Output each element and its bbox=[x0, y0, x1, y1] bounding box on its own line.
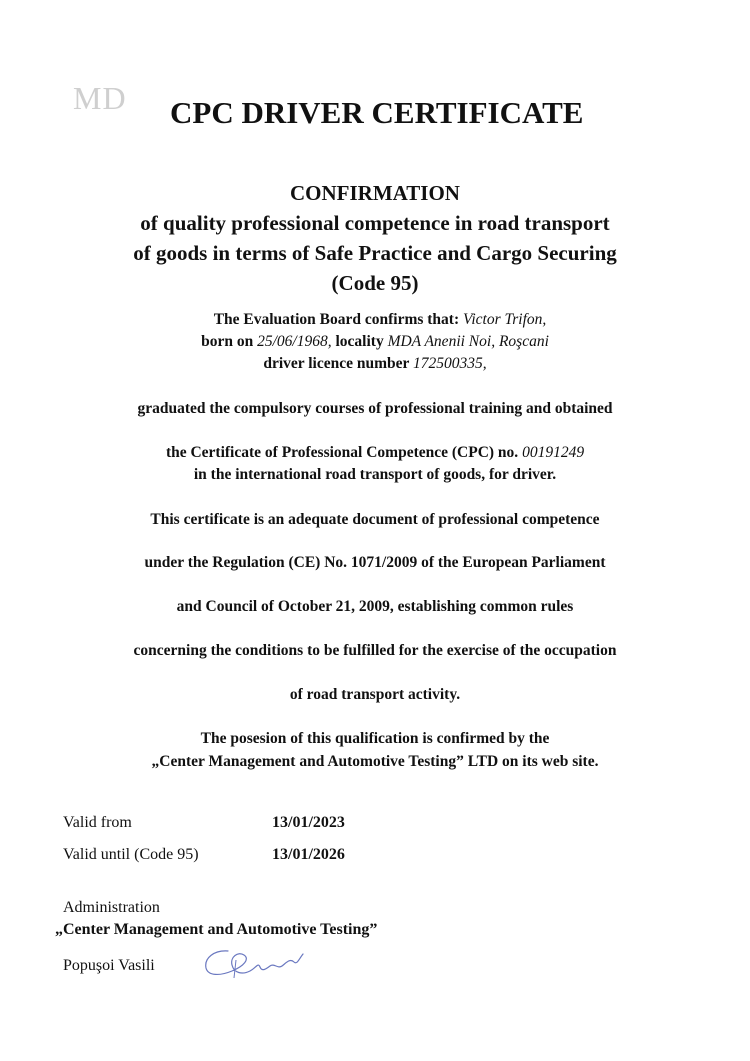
regulation-line-3: and Council of October 21, 2009, establishing common rules bbox=[176, 598, 574, 615]
valid-from-label: Valid from bbox=[63, 814, 132, 831]
cpc-line-1 bbox=[0, 442, 750, 464]
administration-org: „Center Management and Automotive Testing” bbox=[55, 921, 378, 938]
valid-until-date: 13/01/2026 bbox=[272, 846, 345, 863]
regulation-line-2: under the Regulation (CE) No. 1071/2009 of the European Parliament bbox=[144, 554, 606, 571]
regulation-line-1: This certificate is an adequate document of professional competence bbox=[150, 511, 600, 528]
confirmation-block bbox=[0, 178, 750, 298]
born-label: born on bbox=[201, 333, 254, 350]
graduated-text: graduated the compulsory courses of professional training and obtained bbox=[137, 400, 613, 417]
administration-label: Administration bbox=[63, 899, 160, 916]
valid-from-date: 13/01/2023 bbox=[272, 814, 345, 831]
page-title: CPC DRIVER CERTIFICATE bbox=[170, 95, 584, 130]
confirmation-heading: CONFIRMATION bbox=[290, 181, 460, 205]
licence-number: 172500335 bbox=[413, 355, 483, 372]
holder-line-2: born on 25/06/1968, locality MDA Anenii Noi, Roşcani bbox=[201, 333, 549, 350]
cpc-number: 00191249 bbox=[522, 444, 585, 461]
posession-line-1: The posesion of this qualification is confirmed by the bbox=[200, 730, 550, 747]
licence-label: driver licence number bbox=[263, 355, 410, 372]
cpc-prefix: the Certificate of Professional Competence (CPC) no. bbox=[165, 444, 519, 461]
locality-label: locality bbox=[335, 333, 384, 350]
confirmation-line-1: of quality professional competence in road transport bbox=[140, 211, 610, 235]
signature bbox=[200, 945, 310, 985]
holder-line-3: driver licence number 172500335, bbox=[263, 355, 487, 372]
confirmation-line-2: of goods in terms of Safe Practice and Cargo Securing bbox=[133, 241, 617, 265]
watermark-md: MD bbox=[73, 80, 127, 116]
holder-name: Victor Trifon bbox=[463, 311, 543, 328]
locality: MDA Anenii Noi, Roşcani bbox=[387, 333, 549, 350]
valid-until-label: Valid until (Code 95) bbox=[63, 846, 199, 863]
confirmation-line-3: (Code 95) bbox=[331, 271, 419, 295]
cpc-line-2: in the international road transport of goods, for driver. bbox=[193, 466, 557, 483]
regulation-line-5: of road transport activity. bbox=[289, 686, 461, 703]
administration-person: Popuşoi Vasili bbox=[63, 957, 155, 974]
posession-line-2: „Center Management and Automotive Testing” LTD on its web site. bbox=[151, 753, 599, 770]
birth-date: 25/06/1968 bbox=[257, 333, 328, 350]
regulation-line-4: concerning the conditions to be fulfilled for the exercise of the occupation bbox=[133, 642, 617, 659]
board-text: The Evaluation Board confirms that: bbox=[213, 311, 460, 328]
holder-line-1: The Evaluation Board confirms that: Victor Trifon, bbox=[213, 311, 547, 328]
